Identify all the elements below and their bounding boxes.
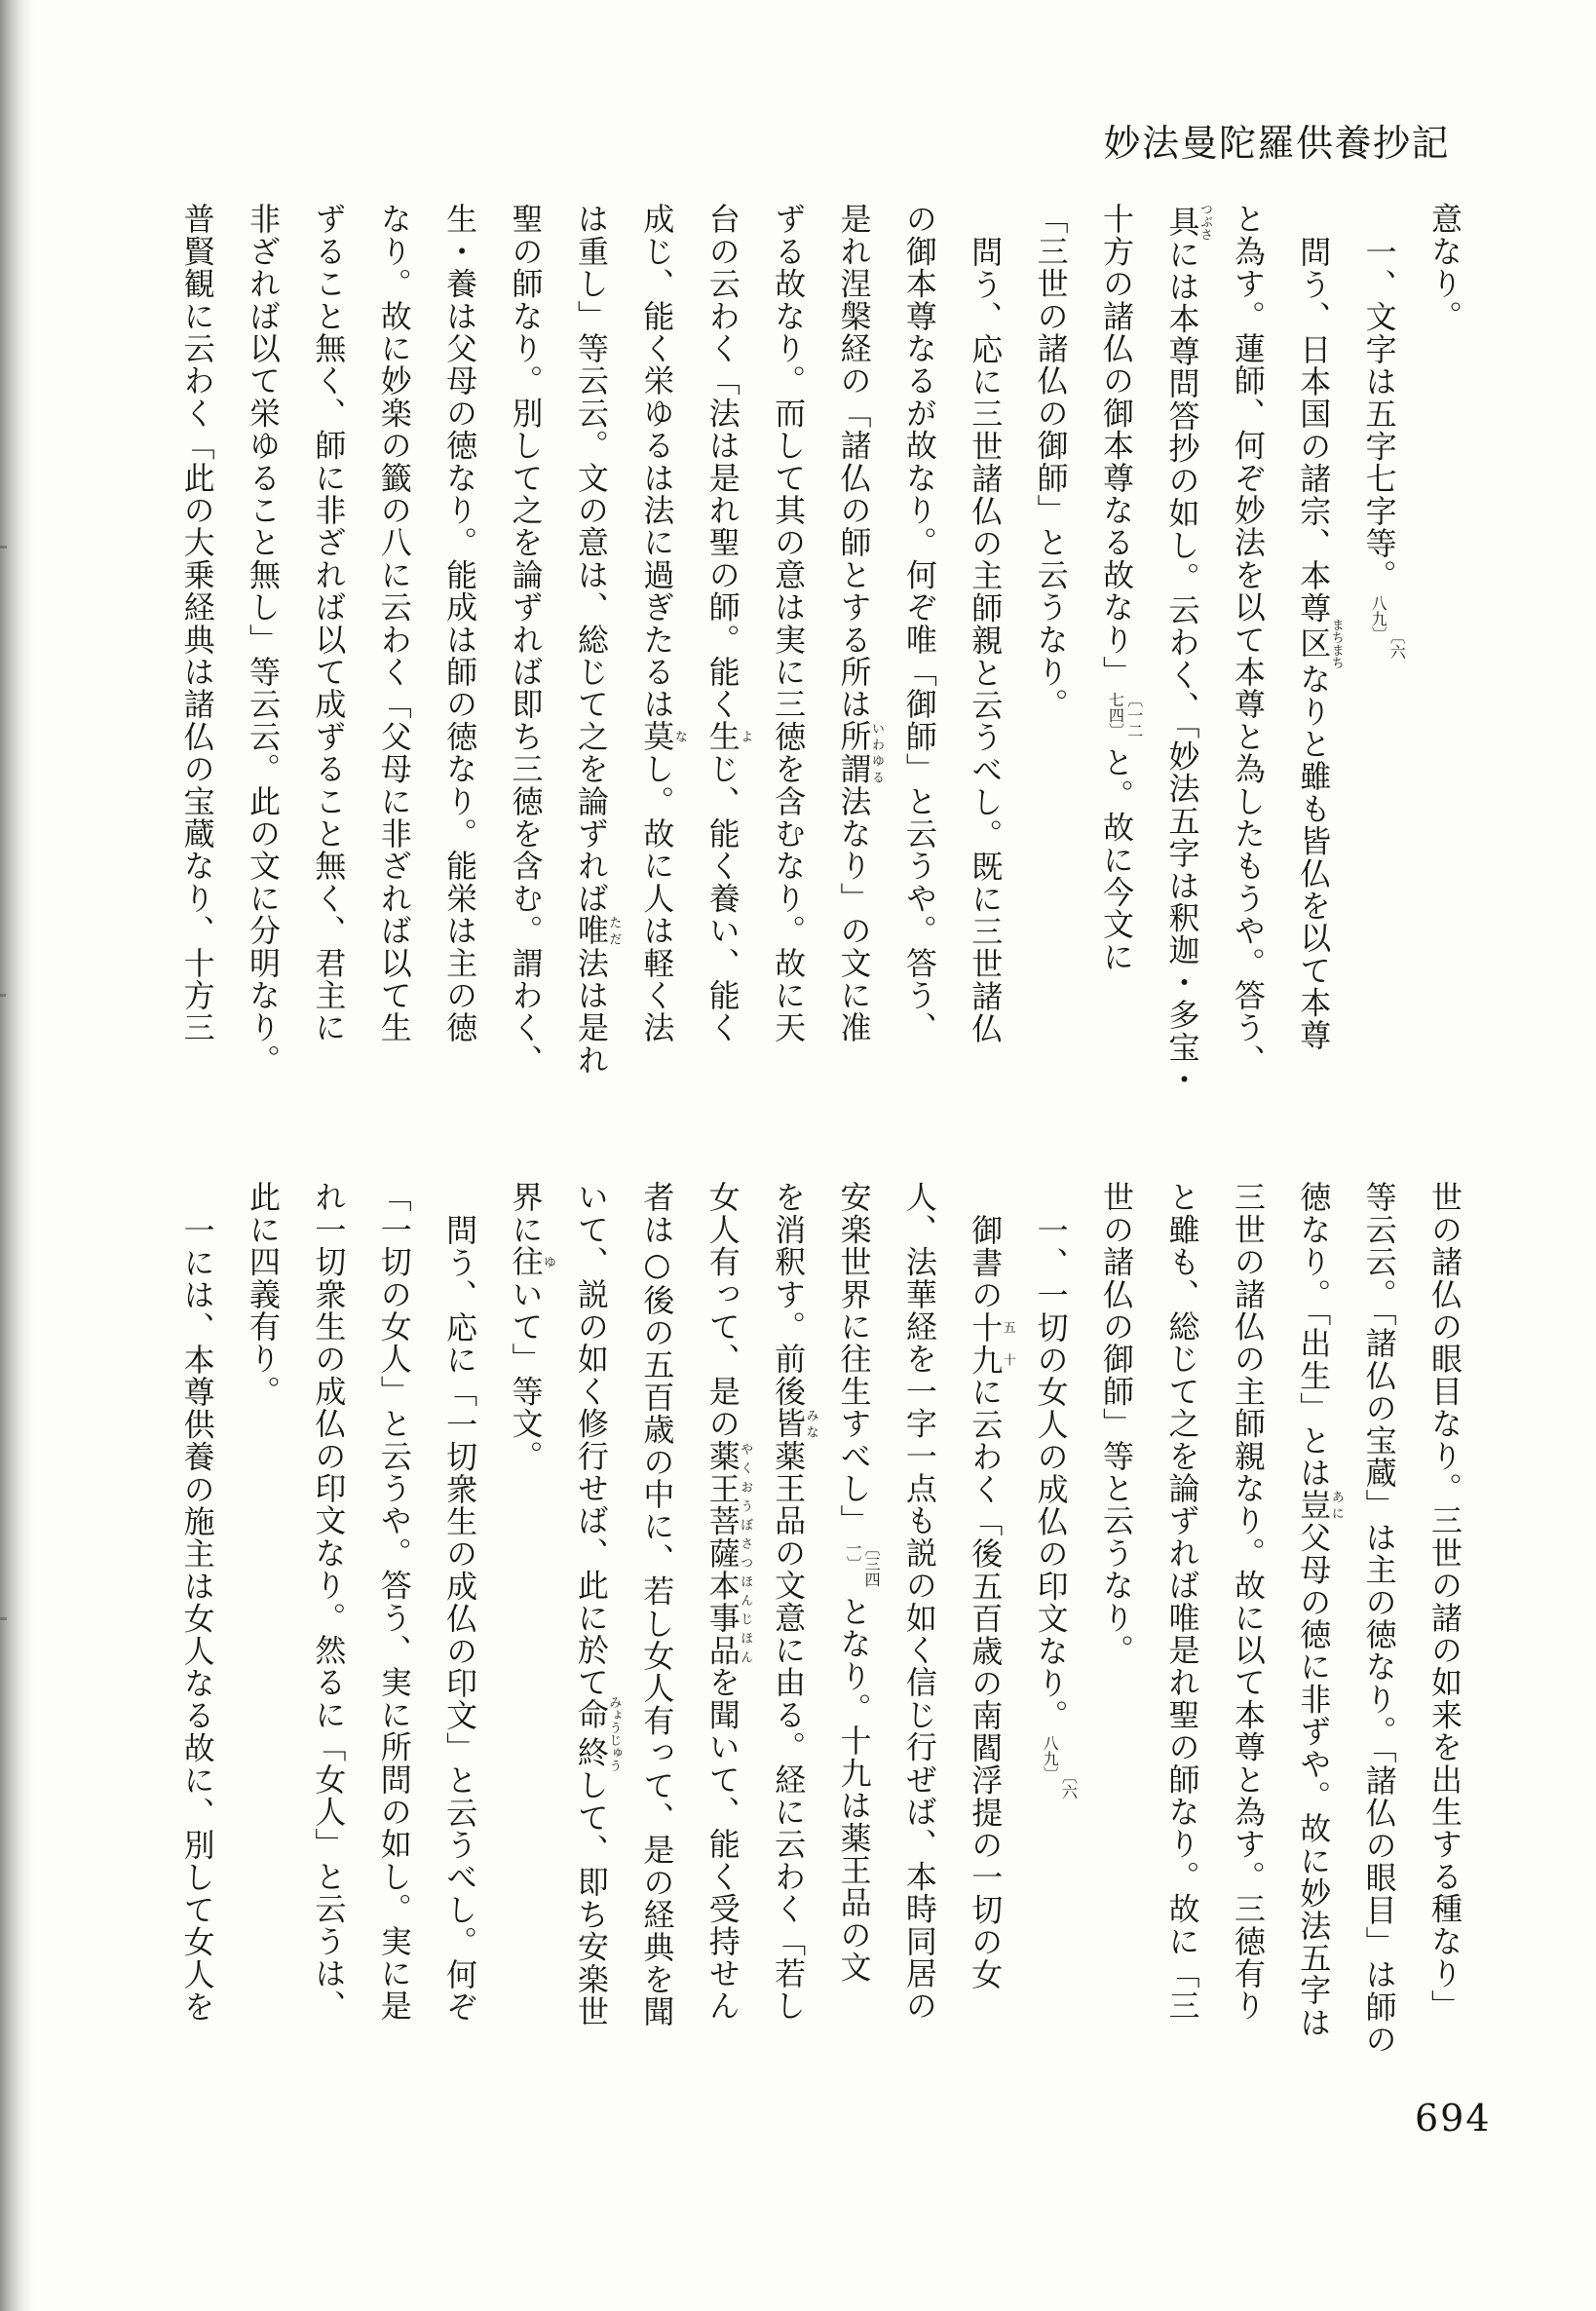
text-column: と雖も、総じて之を論ずれば唯是れ聖の師なり。故に「三 — [1163, 1181, 1201, 2023]
text-column: 普賢観に云わく「此の大乗経典は諸仏の宝蔵なり、十方三 — [178, 203, 216, 1044]
text-column: と為す。蓮師、何ぞ妙法を以て本尊と為したもうや。答う、 — [1229, 203, 1267, 1077]
text-column: 聖の師なり。別して之を論ずれば即ち三徳を含む。謂わく、 — [507, 203, 545, 1077]
ruby-annotated-text: 薬王菩薩本事品やくおうぼさつほんじほん — [703, 1439, 753, 1667]
ruby-annotated-text: 命終みょうじゅう — [572, 1695, 622, 1772]
text-column: 問う、日本国の諸宗、本尊区まちまちなりと雖も皆仏を以て本尊 — [1295, 236, 1344, 1051]
text-column: なり。故に妙楽の籤の八に云わく「父母に非ざれば以て生 — [375, 203, 413, 1044]
text-column: 成じ、能く栄ゆるは法に過ぎたるは莫なし。故に人は軽く法 — [638, 203, 687, 1044]
text-column: 具つぶさには本尊問答抄の如し。云わく、「妙法五字は釈迦・多宝・ — [1163, 203, 1212, 1096]
text-column: 是れ涅槃経の「諸仏の師とする所は所謂いわゆる法なり」の文に准 — [835, 203, 884, 1044]
text-column: は重し」等云云。文の意は、総じて之を論ずれば唯ただ法は是れ — [572, 203, 622, 1077]
text-column: いて、説の如く修行せば、此に於て命終みょうじゅうして、即ち安楽世 — [572, 1181, 622, 2028]
text-column: 此に四義有り。 — [244, 1181, 282, 1408]
text-column: ずること無く、師に非ざれば以て成ずること無く、君主に — [310, 203, 348, 1044]
text-column: 十方の諸仏の御本尊なる故なり」〔一二七四〕と。故に今文に — [1098, 203, 1144, 973]
text-column: 徳なり。「出生」とは豈あに父母の徳に非ずや。故に妙法五字は — [1295, 1181, 1344, 2039]
reference-note: 〔六八九〕 — [1041, 1735, 1079, 1800]
text-column: 世の諸仏の眼目なり。三世の諸の如来を出生する種なり」 — [1426, 1181, 1463, 2023]
text-column: 一には、本尊供養の施主は女人なる故に、別して女人を — [178, 1214, 216, 2023]
text-column: 安楽世界に往生すべし」〔三四一〕となり。十九は薬王品の文 — [835, 1181, 882, 1984]
binding-shadow — [0, 0, 33, 2311]
ruby-annotated-text: 唯ただ — [572, 914, 622, 947]
text-column: 問う、応に「一切衆生の成仏の印文」と云うべし。何ぞ — [441, 1214, 479, 2023]
text-column: 台の云わく「法は是れ聖の師。能く生よじ、能く養い、能く — [703, 203, 753, 1044]
text-column: を消釈す。前後皆みな薬王品の文意に由る。経に云わく「若し — [770, 1181, 818, 2023]
ruby-annotated-text: 往ゆ — [507, 1245, 556, 1278]
text-column: の御本尊なるが故なり。何ぞ唯「御師」と云うや。答う、 — [900, 203, 938, 1044]
text-column: 「三世の諸仏の御師」と云うなり。 — [1032, 203, 1070, 721]
text-column: 一、一切の女人の成仏の印文なり。〔六八九〕 — [1032, 1214, 1079, 1800]
text-column: 女人有って、是の薬王菩薩本事品やくおうぼさつほんじほんを聞いて、能く受持せん — [703, 1181, 753, 2023]
page-number: 694 — [1415, 2097, 1492, 2140]
text-column: 問う、応に三世諸仏の主師親と云うべし。既に三世諸仏 — [967, 236, 1005, 1044]
lower-text-block — [160, 1181, 1477, 2108]
reference-note: 〔三四一〕 — [843, 1540, 882, 1588]
ruby-annotated-text: 皆みな — [770, 1407, 818, 1440]
text-column: 世の諸仏の御師」等と云うなり。 — [1098, 1181, 1136, 1666]
text-column: 等云云。「諸仏の宝蔵」は主の徳なり。「諸仏の眼目」は師の — [1360, 1181, 1398, 2056]
ruby-annotated-text: 十九五十 — [967, 1310, 1015, 1377]
text-column: ずる故なり。而して其の意は実に三徳を含むなり。故に天 — [770, 203, 808, 1044]
text-column: 一、文字は五字七字等。〔六八九〕 — [1360, 236, 1407, 661]
ruby-annotated-text: 区まちまち — [1295, 618, 1344, 669]
text-column: 人、法華経を一字一点も説の如く信じ行ぜば、本時同居の — [900, 1181, 938, 2023]
reference-note: 〔一二七四〕 — [1106, 692, 1144, 739]
text-column: 「一切の女人」と云うや。答う、実に所問の如し。実に是 — [375, 1181, 413, 2023]
text-column: 生・養は父母の徳なり。能成は師の徳なり。能栄は主の徳 — [441, 203, 479, 1044]
text-column: れ一切衆生の成仏の印文なり。然るに「女人」と云うは、 — [310, 1181, 348, 2023]
upper-text-block — [160, 203, 1477, 1140]
ruby-annotated-text: 莫な — [638, 720, 687, 753]
text-column: 三世の諸仏の主師親なり。故に以て本尊と為す。三徳有り — [1229, 1181, 1267, 2023]
text-column: 非ざれば以て栄ゆること無し」等云云。此の文に分明なり。 — [244, 203, 282, 1077]
text-column: 界に往ゆいて」等文。 — [507, 1181, 556, 1472]
ruby-annotated-text: 豈あに — [1295, 1489, 1344, 1522]
reference-note: 〔六八九〕 — [1369, 595, 1407, 661]
text-column: 御書の十九五十に云わく「後五百歳の南閻浮提の一切の女 — [967, 1214, 1015, 1990]
text-column: 意なり。 — [1426, 203, 1463, 332]
ruby-annotated-text: 具つぶさ — [1163, 203, 1212, 241]
page-title: 妙法曼陀羅供養抄記 — [1103, 122, 1450, 165]
scan-artifact — [0, 1617, 7, 1620]
scan-artifact — [0, 546, 7, 549]
scan-artifact — [0, 994, 6, 997]
ruby-annotated-text: 所謂いわゆる — [835, 720, 884, 785]
ruby-annotated-text: 生よ — [703, 720, 753, 753]
text-column: 者は○後の五百歳の中に、若し女人有って、是の経典を聞 — [638, 1181, 676, 2028]
